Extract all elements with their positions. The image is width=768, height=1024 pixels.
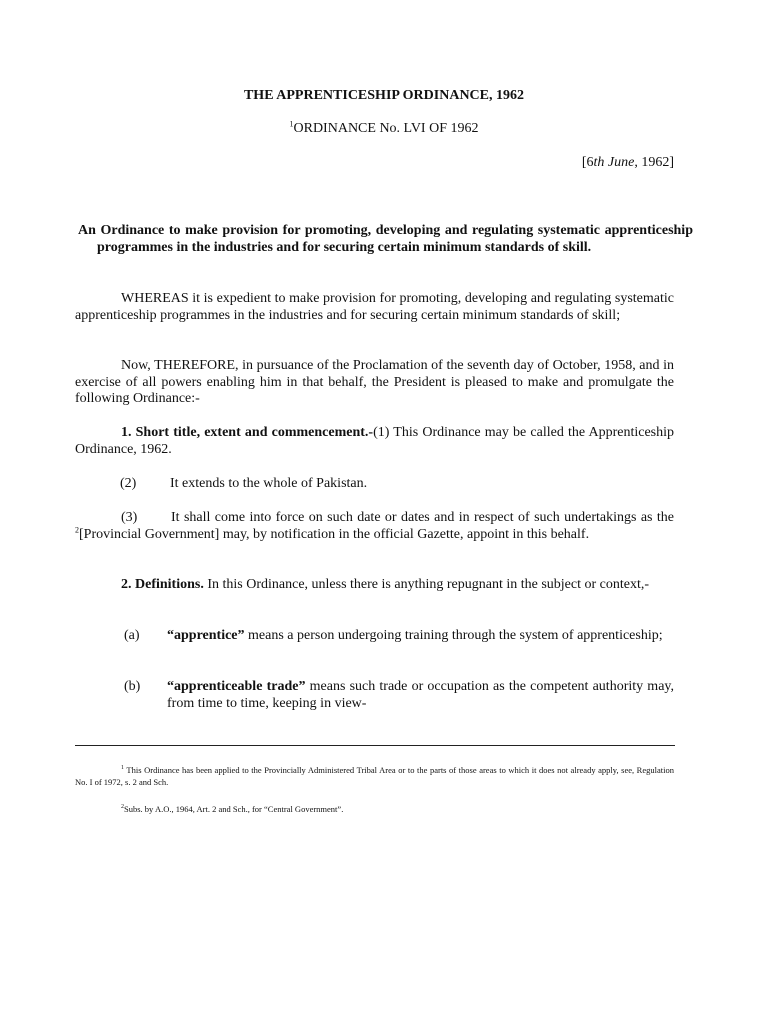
definition-term: “apprentice” (167, 628, 245, 643)
definition-body: means a person undergoing training through the system of apprenticeship; (248, 628, 663, 643)
section-2-text: In this Ordinance, unless there is anything repugnant in the subject or context,- (207, 577, 650, 592)
section-1-subsection-2 (120, 476, 367, 492)
date-close: , 1962] (634, 155, 674, 170)
date-italic: th June (593, 155, 635, 170)
definition-text (167, 679, 674, 712)
definition-item (124, 679, 674, 712)
preamble: An Ordinance to make provision for promoting, developing and regulating systematic apprenticeship programmes in the industries and for securing certain minimum standards of skill. (78, 223, 693, 255)
definition-item (124, 628, 674, 645)
footnote-1 (75, 764, 674, 788)
therefore-paragraph: Now, THEREFORE, in pursuance of the Proclamation of the seventh day of October, 1958, and in exercise of all powers enabling him in that behalf, the President is pleased to make and promulgate the following Ordinance:- (75, 358, 674, 406)
definition-text (167, 628, 674, 645)
footnote-text: This Ordinance has been applied to the Provincially Administered Tribal Area or to the parts of those areas to which it does not already apply, see, Regulation No. I of 1972, s. 2 and Sch. (75, 765, 674, 787)
subsection-text-after: [Provincial Government] may, by notification in the official Gazette, appoint in this behalf. (79, 526, 590, 542)
footnote-separator (75, 745, 675, 746)
subsection-number: (2) (120, 476, 137, 491)
definition-term: “apprenticeable trade” (167, 679, 306, 694)
subsection-text-before: It shall come into force on such date or dates and in respect of such undertakings as the (171, 510, 674, 525)
whereas-paragraph: WHEREAS it is expedient to make provision for promoting, developing and regulating systematic apprenticeship programmes in the industries and for securing certain minimum standards of skill; (75, 291, 674, 323)
footnote-text: Subs. by A.O., 1964, Art. 2 and Sch., for “Central Government”. (124, 804, 344, 814)
ordinance-number-text: ORDINANCE No. LVI OF 1962 (293, 121, 479, 136)
document-title: THE APPRENTICESHIP ORDINANCE, 1962 (243, 88, 525, 103)
definition-label: (a) (124, 628, 140, 643)
ordinance-number (0, 121, 768, 137)
definition-label: (b) (124, 679, 141, 694)
ordinance-date (582, 155, 674, 171)
subsection-number: (3) (121, 510, 138, 525)
section-1-heading: 1. Short title, extent and commencement.- (121, 425, 374, 440)
definition-body: means such trade or occupation as the competent authority may, from time to time, keeping in view- (167, 679, 675, 711)
subsection-text: It extends to the whole of Pakistan. (170, 476, 368, 491)
section-2-heading: 2. Definitions. (121, 577, 204, 592)
section-1-paragraph (75, 425, 674, 458)
footnote-mark: 1 (121, 765, 124, 772)
footnote-mark: 2 (75, 524, 79, 534)
section-2-paragraph (75, 577, 674, 594)
section-1-text: (1) This Ordinance may be called the Apprenticeship Ordinance, 1962. (75, 425, 674, 457)
section-1-subsection-3 (75, 510, 674, 543)
footnote-mark: 2 (121, 804, 124, 811)
footnote-mark: 1 (289, 119, 294, 129)
date-open: [6 (581, 155, 594, 170)
footnote-2 (75, 803, 674, 815)
